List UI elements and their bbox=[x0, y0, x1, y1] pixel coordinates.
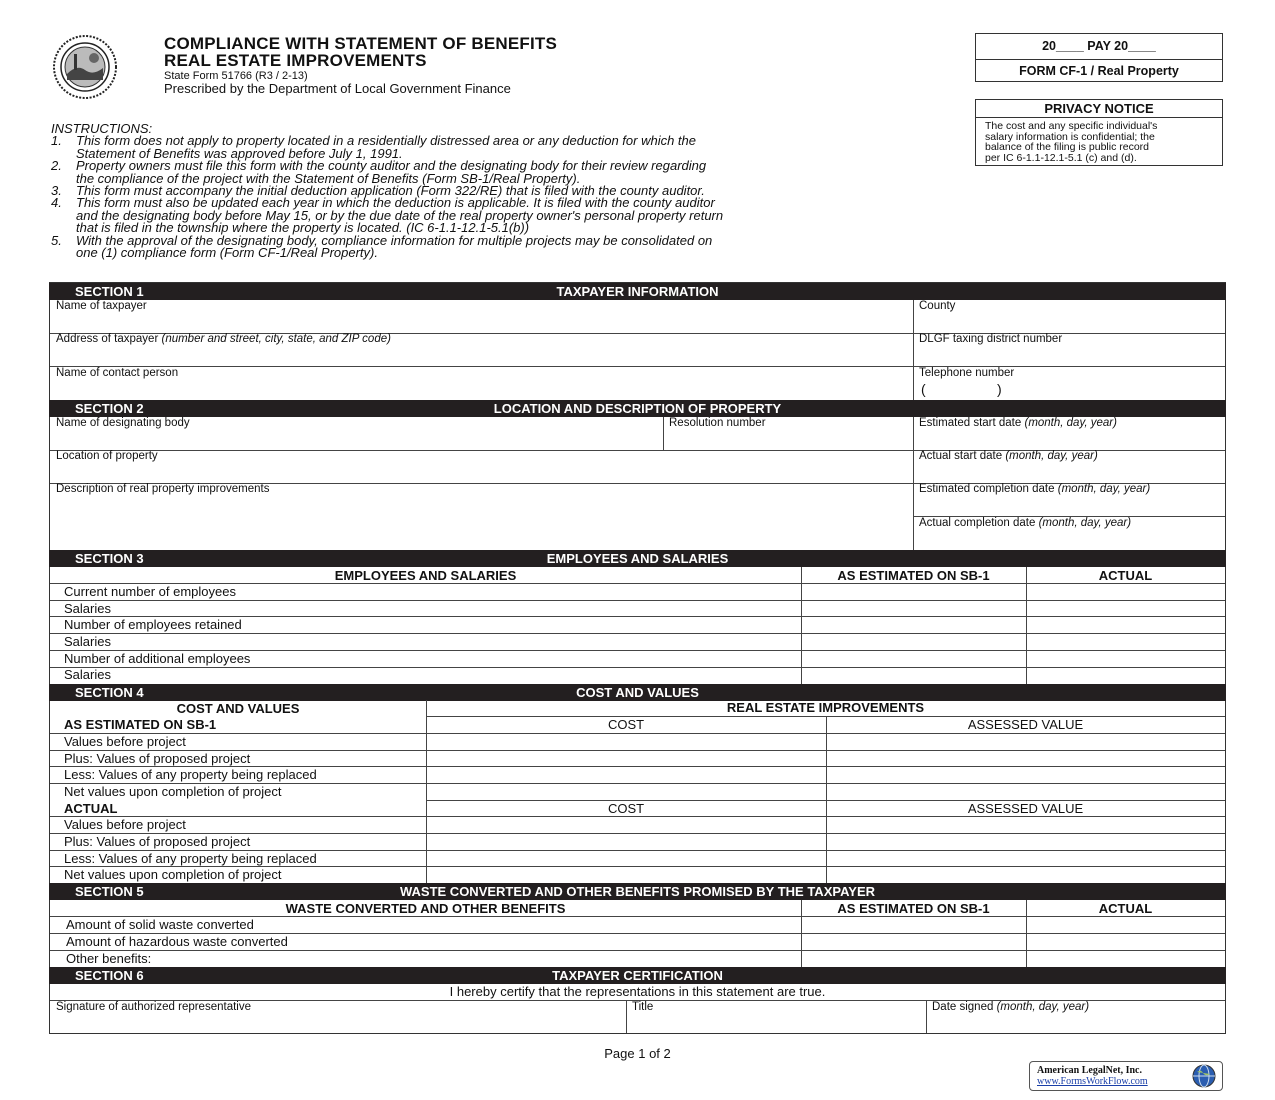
form-id: FORM CF-1 / Real Property bbox=[1019, 64, 1179, 78]
estimated-column-header: AS ESTIMATED ON SB-1 bbox=[837, 901, 990, 916]
instruction-item: 2. Property owners must file this form with the county auditor and the designating body for their review regarding the compliance of the project with the Statement of Benefits (Form SB-1/Real Property). bbox=[51, 158, 707, 186]
page-number: Page 1 of 2 bbox=[604, 1046, 671, 1061]
table-row: Less: Values of any property being replaced bbox=[64, 851, 317, 866]
improvements-description-field[interactable]: Description of real property improvements bbox=[56, 483, 270, 495]
actual-start-date-field[interactable]: Actual start date (month, day, year) bbox=[919, 450, 1098, 462]
employees-column-header: EMPLOYEES AND SALARIES bbox=[334, 568, 517, 583]
designating-body-field[interactable]: Name of designating body bbox=[56, 417, 190, 429]
table-row: Less: Values of any property being replaced bbox=[64, 767, 317, 782]
contact-person-field[interactable]: Name of contact person bbox=[56, 367, 179, 379]
instruction-item: 1. This form does not apply to property located in a residentially distressed area or any deduction for which the Statement of Benefits was approved before July 1, 1991. bbox=[51, 133, 697, 161]
area-code-open: ( bbox=[921, 381, 926, 397]
resolution-number-field[interactable]: Resolution number bbox=[669, 417, 766, 429]
privacy-title: PRIVACY NOTICE bbox=[976, 100, 1222, 118]
privacy-line: salary information is confidential; the bbox=[985, 130, 1155, 143]
table-row: Number of additional employees bbox=[64, 651, 251, 666]
actual-completion-date-field[interactable]: Actual completion date (month, day, year) bbox=[919, 517, 1132, 529]
table-row: Values before project bbox=[64, 817, 186, 832]
estimated-column-header: AS ESTIMATED ON SB-1 bbox=[837, 568, 990, 583]
title-field[interactable]: Title bbox=[632, 1001, 654, 1013]
title-line-1: COMPLIANCE WITH STATEMENT OF BENEFITS bbox=[164, 34, 558, 53]
county-field[interactable]: County bbox=[919, 300, 956, 312]
table-row: Number of employees retained bbox=[64, 617, 242, 632]
waste-column-header: WASTE CONVERTED AND OTHER BENEFITS bbox=[285, 901, 566, 916]
cost-values-header: COST AND VALUES bbox=[176, 701, 300, 716]
actual-label: ACTUAL bbox=[64, 801, 118, 816]
globe-icon bbox=[1191, 1064, 1217, 1088]
table-row: Plus: Values of proposed project bbox=[64, 834, 251, 849]
section-2-bar: SECTION 2 LOCATION AND DESCRIPTION OF PROPERTY bbox=[49, 400, 1226, 417]
publisher-name: American LegalNet, Inc. bbox=[1037, 1065, 1142, 1076]
privacy-line: The cost and any specific individual's bbox=[985, 120, 1158, 132]
property-location-field[interactable]: Location of property bbox=[56, 450, 158, 462]
instruction-item: 5. With the approval of the designating body, compliance information for multiple projects may be consolidated on one (1) compliance form (Form CF-1/Real Property). bbox=[51, 232, 713, 261]
real-estate-improvements-header: REAL ESTATE IMPROVEMENTS bbox=[726, 700, 925, 715]
privacy-line: per IC 6-1.1-12.1-5.1 (c) and (d). bbox=[985, 151, 1137, 164]
actual-column-header: ACTUAL bbox=[1098, 568, 1153, 583]
table-row: Amount of solid waste converted bbox=[66, 917, 254, 932]
estimated-start-date-field[interactable]: Estimated start date (month, day, year) bbox=[919, 417, 1117, 429]
table-row: Salaries bbox=[64, 667, 111, 682]
estimated-completion-date-field[interactable]: Estimated completion date (month, day, year) bbox=[919, 483, 1151, 495]
table-row: Salaries bbox=[64, 601, 111, 616]
taxpayer-address-field[interactable]: Address of taxpayer (number and street, city, state, and ZIP code) bbox=[56, 333, 391, 345]
certification-statement: I hereby certify that the representations in this statement are true. bbox=[449, 984, 826, 999]
table-row: Values before project bbox=[64, 734, 186, 749]
section-6-bar: SECTION 6 TAXPAYER CERTIFICATION bbox=[49, 967, 1226, 984]
section-4-bar: SECTION 4 COST AND VALUES bbox=[49, 684, 1226, 701]
publisher-badge[interactable] bbox=[1029, 1061, 1223, 1091]
instructions bbox=[51, 123, 931, 259]
prescribed-by: Prescribed by the Department of Local Government Finance bbox=[164, 81, 511, 96]
assessed-value-header: ASSESSED VALUE bbox=[967, 801, 1084, 816]
table-row: Net values upon completion of project bbox=[64, 867, 282, 882]
section-3-bar: SECTION 3 EMPLOYEES AND SALARIES bbox=[49, 550, 1226, 567]
title-line-2: REAL ESTATE IMPROVEMENTS bbox=[164, 51, 427, 70]
instruction-item: 3. This form must accompany the initial deduction application (Form 322/RE) that is filed with the county auditor. bbox=[51, 183, 705, 199]
privacy-notice bbox=[975, 99, 1223, 166]
table-row: Salaries bbox=[64, 634, 111, 649]
estimated-label: AS ESTIMATED ON SB-1 bbox=[64, 717, 217, 732]
privacy-line: balance of the filing is public record bbox=[985, 141, 1150, 153]
table-row: Net values upon completion of project bbox=[64, 784, 282, 799]
table-row: Plus: Values of proposed project bbox=[64, 751, 251, 766]
dlgf-district-field[interactable]: DLGF taxing district number bbox=[919, 333, 1063, 345]
telephone-field[interactable]: Telephone number bbox=[919, 367, 1015, 379]
year-box bbox=[975, 33, 1223, 82]
publisher-link[interactable]: www.FormsWorkFlow.com bbox=[1037, 1076, 1148, 1087]
instructions-heading: INSTRUCTIONS: bbox=[51, 121, 153, 136]
assessed-value-header: ASSESSED VALUE bbox=[967, 717, 1084, 732]
table-row: Current number of employees bbox=[64, 584, 236, 599]
actual-column-header: ACTUAL bbox=[1098, 901, 1153, 916]
instruction-item: 4. This form must also be updated each year in which the deduction is applicable. It is filed with the county auditor and the designating body before May 15, or by the due date of the real property owner's personal property return that is filed in the township where the property is located. (IC 6-1.1-12.1-5.1(b)) bbox=[51, 195, 724, 236]
date-signed-field[interactable]: Date signed (month, day, year) bbox=[932, 1001, 1090, 1013]
signature-field[interactable]: Signature of authorized representative bbox=[56, 1001, 251, 1013]
pay-year-field[interactable]: 20____ PAY 20____ bbox=[976, 34, 1222, 60]
section-5-bar: SECTION 5 WASTE CONVERTED AND OTHER BENEFITS PROMISED BY THE TAXPAYER bbox=[49, 883, 1226, 900]
cost-header: COST bbox=[607, 717, 645, 732]
table-row: Other benefits: bbox=[66, 951, 152, 966]
table-row: Amount of hazardous waste converted bbox=[66, 934, 288, 949]
section-1-bar: SECTION 1 TAXPAYER INFORMATION bbox=[49, 283, 1226, 300]
area-code-close: ) bbox=[997, 381, 1002, 397]
form-title bbox=[164, 35, 557, 69]
cost-header: COST bbox=[607, 801, 645, 816]
state-form-number: State Form 51766 (R3 / 2-13) bbox=[164, 70, 308, 82]
state-seal-icon bbox=[52, 34, 118, 100]
taxpayer-name-field[interactable]: Name of taxpayer bbox=[56, 300, 147, 312]
